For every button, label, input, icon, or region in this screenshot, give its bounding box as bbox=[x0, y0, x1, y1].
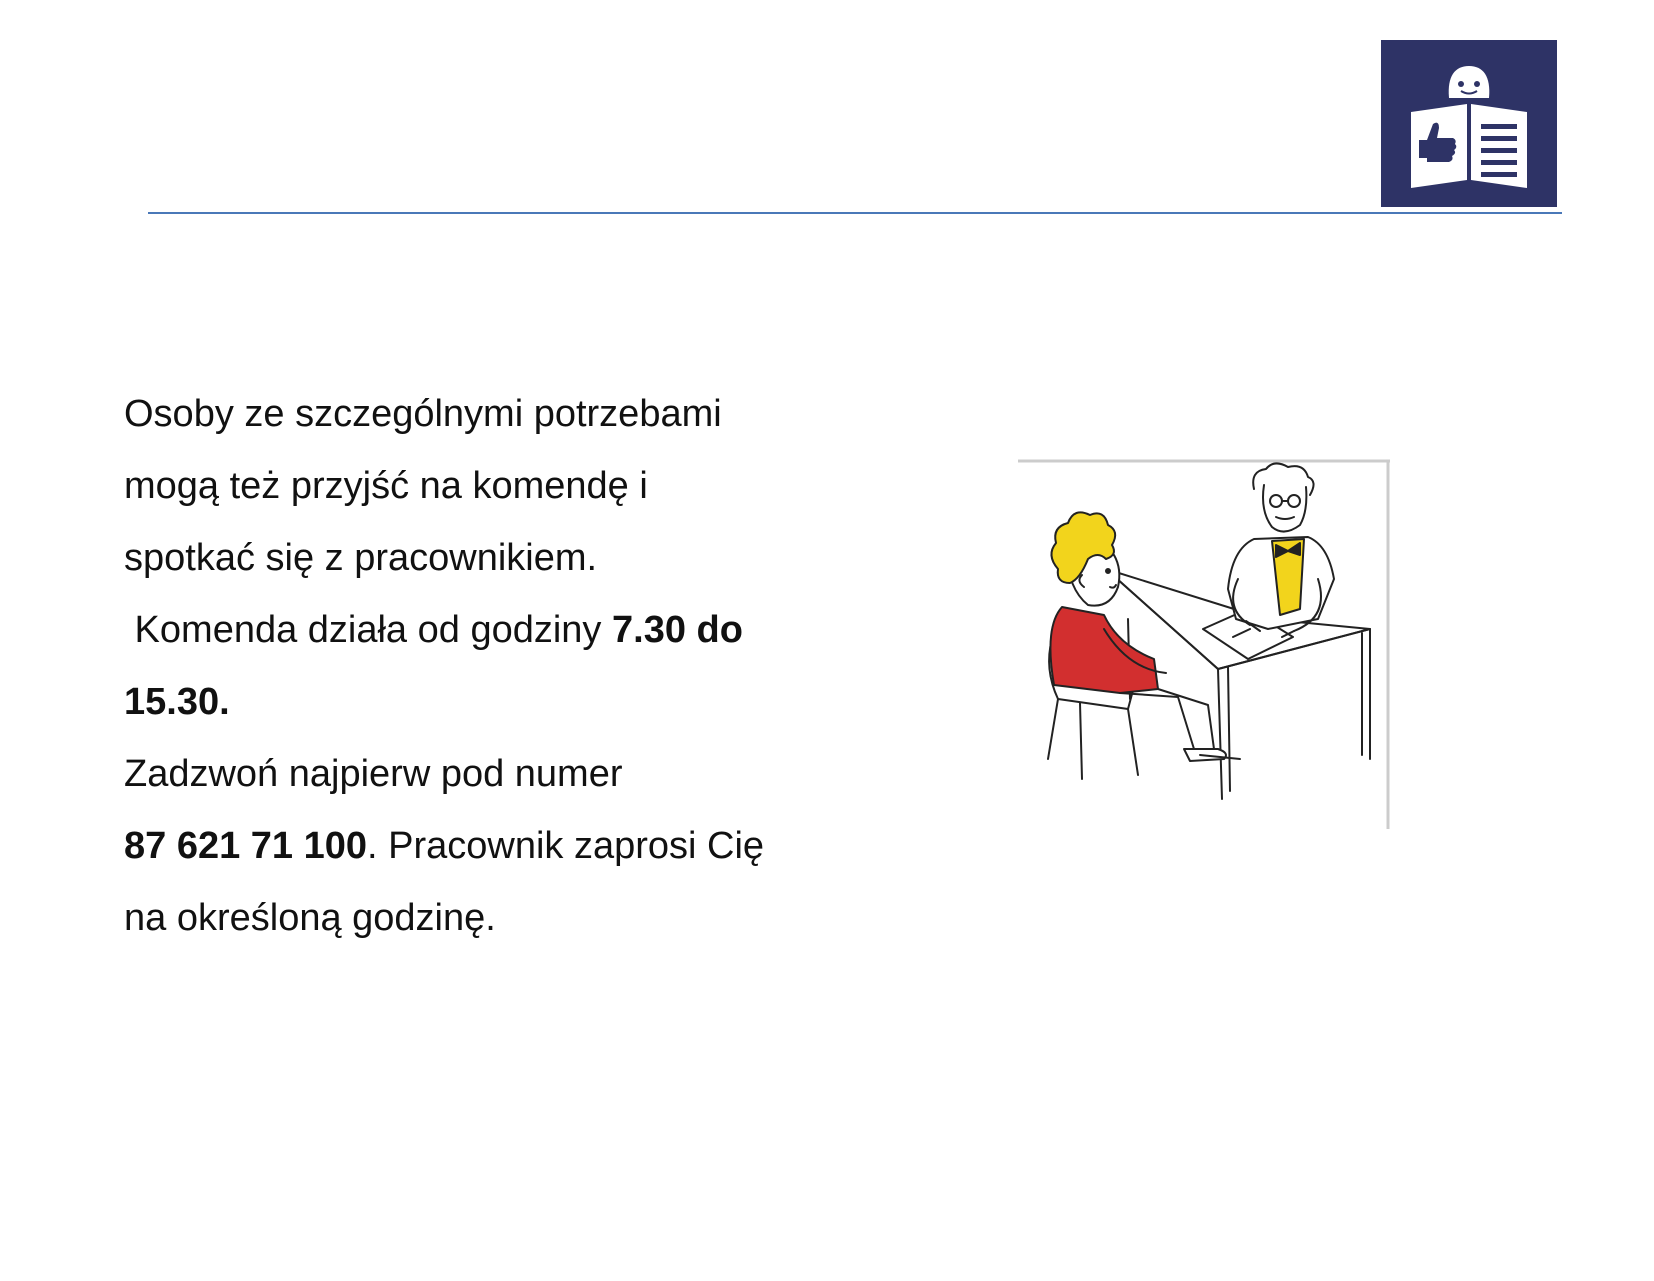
text-line-1: Osoby ze szczególnymi potrzebami bbox=[124, 393, 722, 435]
main-text bbox=[124, 378, 884, 954]
meeting-at-desk-illustration bbox=[1018, 459, 1390, 829]
header-divider bbox=[148, 212, 1562, 214]
invitation-text: . Pracownik zaprosi Cię bbox=[367, 825, 765, 867]
text-line-2: mogą też przyjść na komendę i bbox=[124, 465, 648, 507]
text-line-7 bbox=[124, 810, 884, 882]
text-line-6: Zadzwoń najpierw pod numer bbox=[124, 753, 623, 795]
opening-hours-start: 7.30 do bbox=[612, 609, 743, 651]
opening-hours-intro: Komenda działa od godziny bbox=[124, 609, 612, 651]
text-line-4 bbox=[124, 594, 884, 666]
opening-hours-end: 15.30. bbox=[124, 681, 230, 723]
easy-to-read-icon bbox=[1381, 40, 1557, 207]
phone-number: 87 621 71 100 bbox=[124, 825, 368, 867]
text-line-8: na określoną godzinę. bbox=[124, 897, 496, 939]
text-line-3: spotkać się z pracownikiem. bbox=[124, 537, 598, 579]
